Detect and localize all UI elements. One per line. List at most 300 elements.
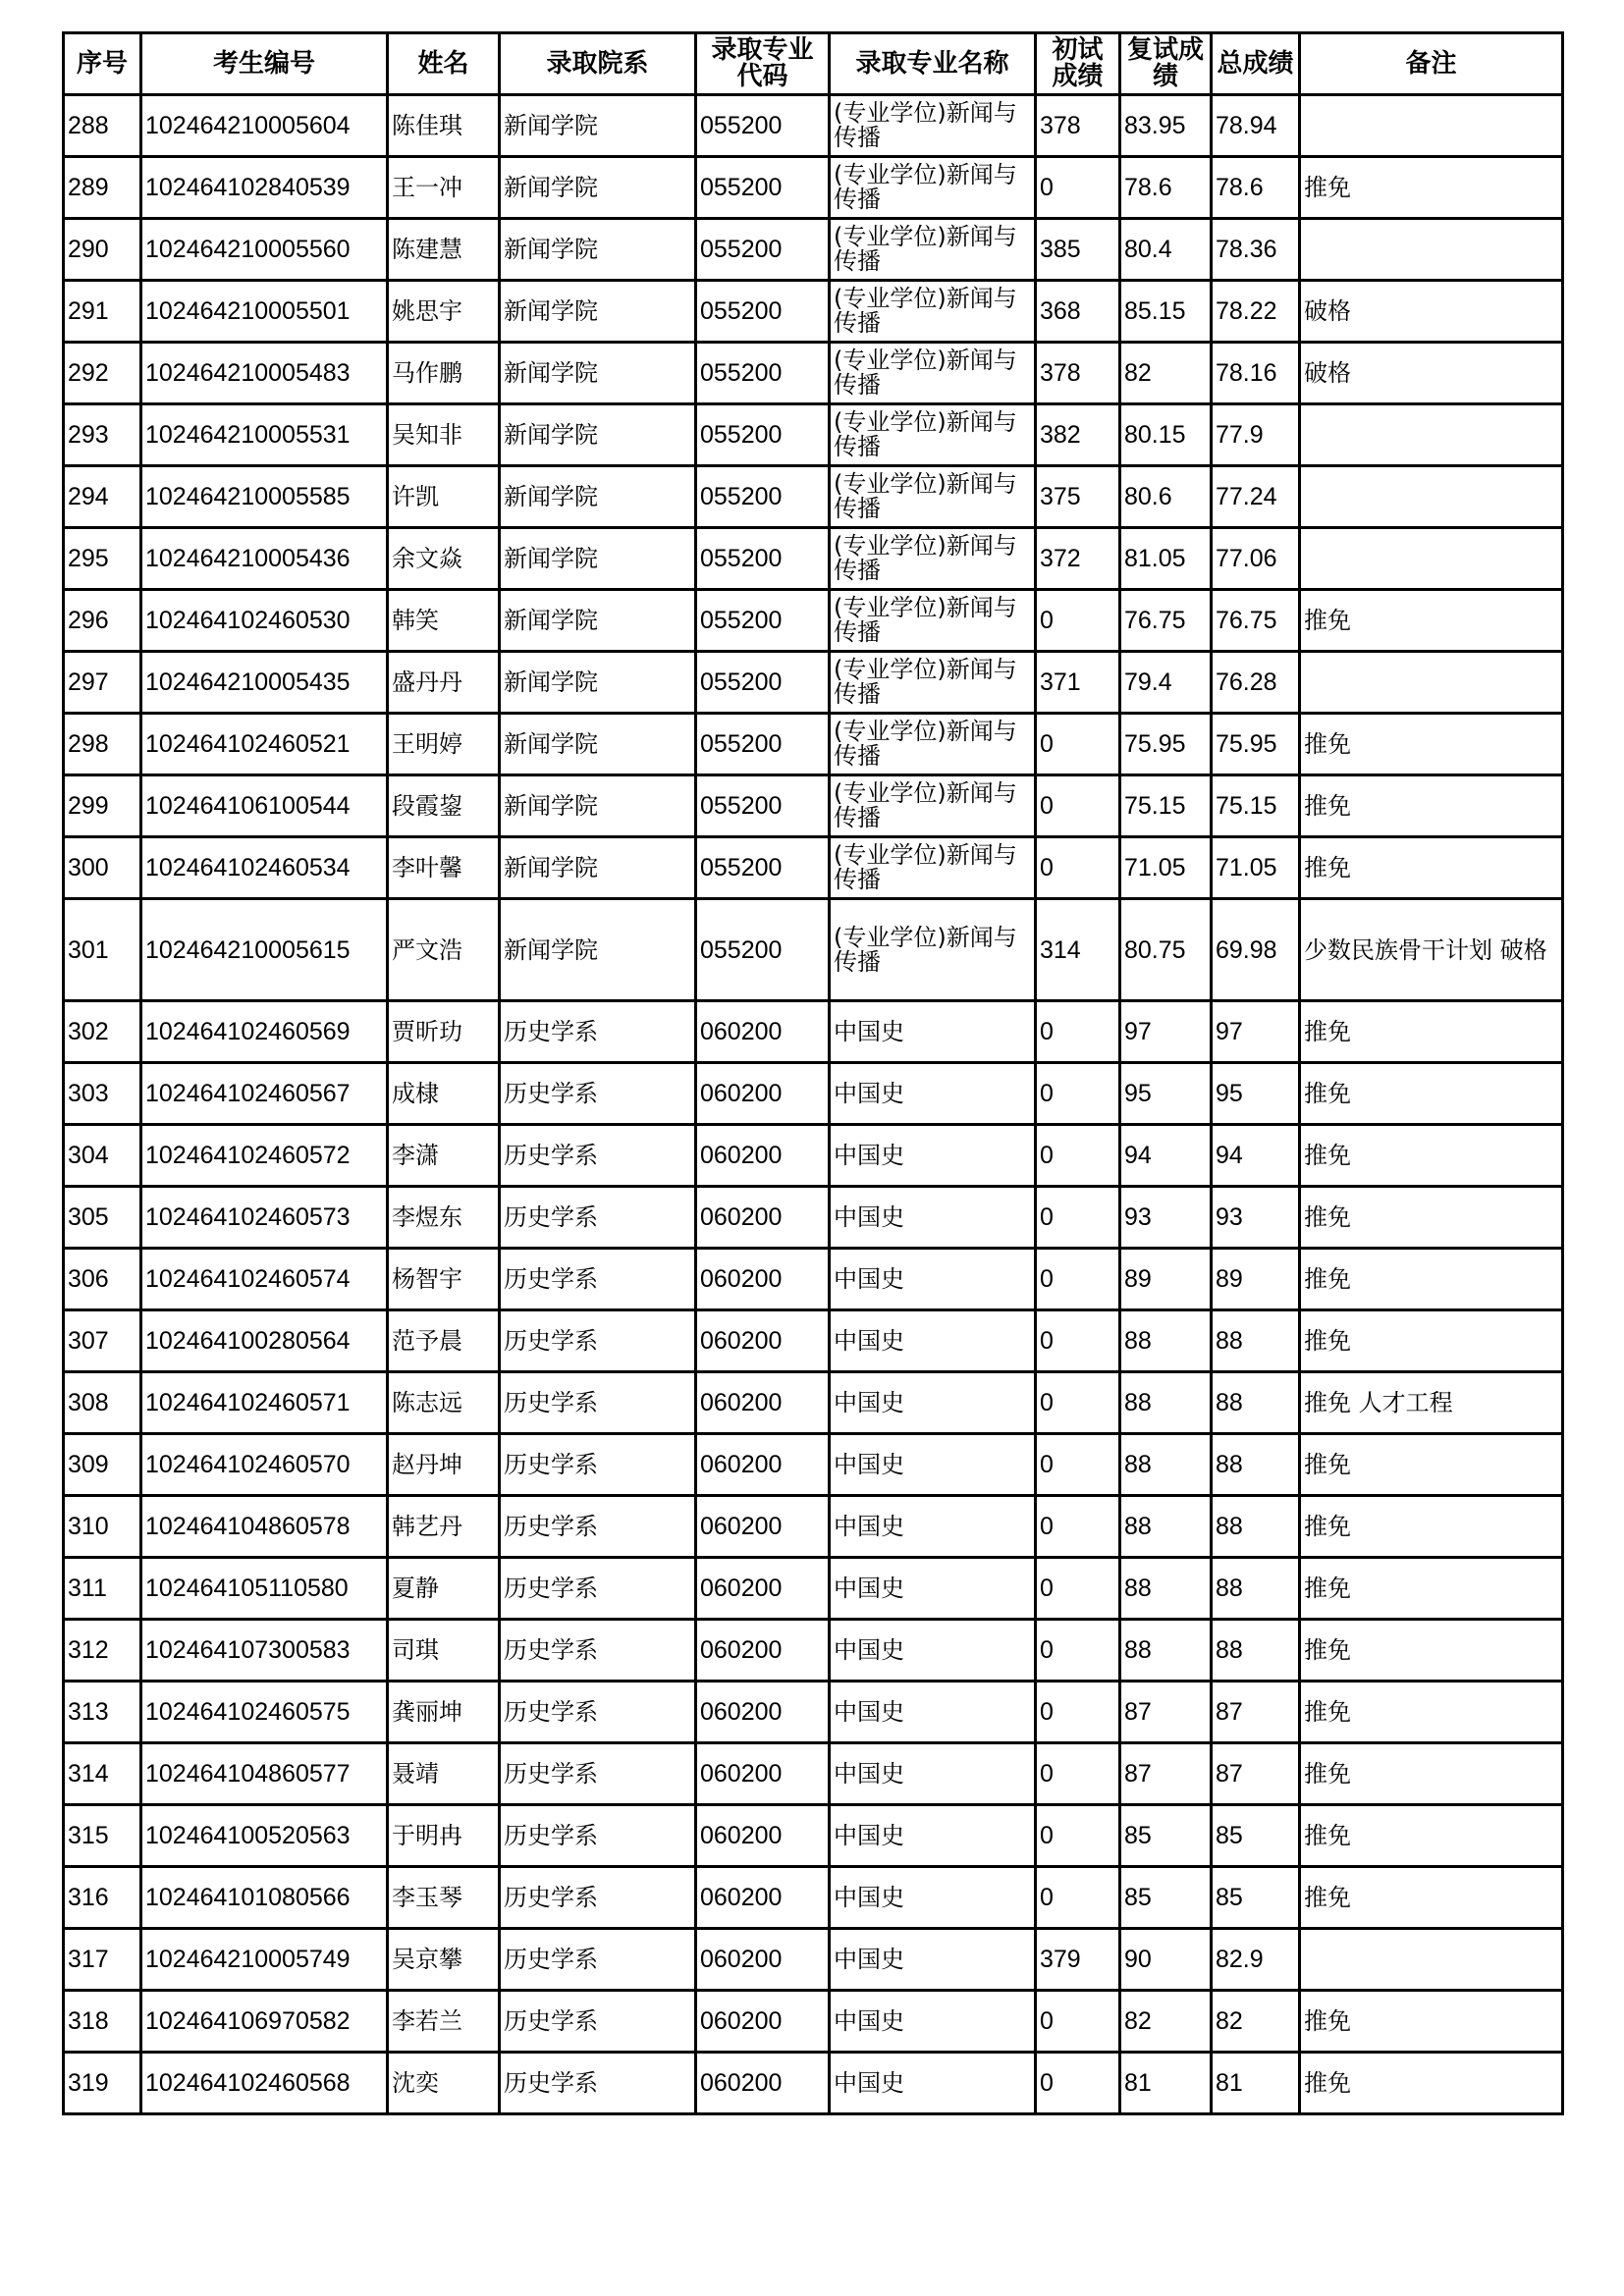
cell-major-name: 中国史 bbox=[830, 1249, 1036, 1310]
cell-name: 范予晨 bbox=[388, 1310, 500, 1372]
cell-serial-no: 299 bbox=[64, 775, 141, 837]
cell-major-name: 中国史 bbox=[830, 1187, 1036, 1249]
cell-retest-score: 85.15 bbox=[1120, 281, 1212, 343]
cell-serial-no: 313 bbox=[64, 1682, 141, 1743]
table-row bbox=[64, 1372, 1563, 1434]
cell-major-name: 中国史 bbox=[830, 1558, 1036, 1620]
cell-total-score: 75.15 bbox=[1212, 775, 1300, 837]
cell-prelim-score: 0 bbox=[1036, 590, 1120, 652]
cell-serial-no: 289 bbox=[64, 157, 141, 219]
cell-candidate-id: 102464102460569 bbox=[141, 1001, 388, 1063]
cell-major-code: 060200 bbox=[696, 1991, 830, 2053]
cell-serial-no: 292 bbox=[64, 343, 141, 404]
cell-name: 余文焱 bbox=[388, 528, 500, 590]
cell-name: 韩艺丹 bbox=[388, 1496, 500, 1558]
table-row bbox=[64, 1249, 1563, 1310]
cell-major-code: 055200 bbox=[696, 219, 830, 281]
cell-major-name: 中国史 bbox=[830, 1991, 1036, 2053]
cell-major-code: 055200 bbox=[696, 652, 830, 714]
table-row bbox=[64, 1867, 1563, 1929]
table-row bbox=[64, 1496, 1563, 1558]
cell-major-name: (专业学位)新闻与传播 bbox=[830, 837, 1036, 899]
cell-major-code: 060200 bbox=[696, 1682, 830, 1743]
cell-total-score: 77.9 bbox=[1212, 404, 1300, 466]
cell-note: 推免 bbox=[1300, 590, 1563, 652]
cell-major-code: 060200 bbox=[696, 1743, 830, 1805]
table-row bbox=[64, 1682, 1563, 1743]
cell-prelim-score: 0 bbox=[1036, 1187, 1120, 1249]
cell-name: 王明婷 bbox=[388, 714, 500, 775]
cell-name: 吴知非 bbox=[388, 404, 500, 466]
cell-prelim-score: 0 bbox=[1036, 1558, 1120, 1620]
header-name: 姓名 bbox=[388, 33, 500, 95]
header-major-code: 录取专业代码 bbox=[696, 33, 830, 95]
cell-prelim-score: 372 bbox=[1036, 528, 1120, 590]
table-row bbox=[64, 219, 1563, 281]
cell-serial-no: 296 bbox=[64, 590, 141, 652]
cell-note: 少数民族骨干计划 破格 bbox=[1300, 899, 1563, 1001]
cell-retest-score: 97 bbox=[1120, 1001, 1212, 1063]
cell-major-code: 055200 bbox=[696, 95, 830, 157]
cell-candidate-id: 102464210005749 bbox=[141, 1929, 388, 1991]
cell-department: 新闻学院 bbox=[500, 343, 696, 404]
cell-total-score: 82 bbox=[1212, 1991, 1300, 2053]
cell-candidate-id: 102464104860577 bbox=[141, 1743, 388, 1805]
cell-note bbox=[1300, 219, 1563, 281]
cell-total-score: 82.9 bbox=[1212, 1929, 1300, 1991]
cell-note: 推免 bbox=[1300, 1310, 1563, 1372]
cell-candidate-id: 102464100520563 bbox=[141, 1805, 388, 1867]
cell-retest-score: 82 bbox=[1120, 1991, 1212, 2053]
cell-major-code: 055200 bbox=[696, 837, 830, 899]
table-row bbox=[64, 1001, 1563, 1063]
cell-serial-no: 305 bbox=[64, 1187, 141, 1249]
table-body bbox=[64, 95, 1563, 2114]
cell-prelim-score: 0 bbox=[1036, 1125, 1120, 1187]
cell-major-name: (专业学位)新闻与传播 bbox=[830, 404, 1036, 466]
cell-name: 赵丹坤 bbox=[388, 1434, 500, 1496]
table-row bbox=[64, 281, 1563, 343]
cell-retest-score: 88 bbox=[1120, 1496, 1212, 1558]
cell-serial-no: 309 bbox=[64, 1434, 141, 1496]
cell-department: 历史学系 bbox=[500, 1249, 696, 1310]
cell-department: 新闻学院 bbox=[500, 590, 696, 652]
cell-total-score: 94 bbox=[1212, 1125, 1300, 1187]
cell-prelim-score: 0 bbox=[1036, 1496, 1120, 1558]
cell-prelim-score: 0 bbox=[1036, 1249, 1120, 1310]
cell-major-code: 060200 bbox=[696, 1001, 830, 1063]
cell-department: 历史学系 bbox=[500, 1310, 696, 1372]
cell-name: 李若兰 bbox=[388, 1991, 500, 2053]
table-row bbox=[64, 1991, 1563, 2053]
cell-candidate-id: 102464101080566 bbox=[141, 1867, 388, 1929]
cell-name: 司琪 bbox=[388, 1620, 500, 1682]
cell-major-code: 055200 bbox=[696, 466, 830, 528]
cell-retest-score: 76.75 bbox=[1120, 590, 1212, 652]
cell-department: 历史学系 bbox=[500, 1434, 696, 1496]
cell-candidate-id: 102464102460521 bbox=[141, 714, 388, 775]
header-retest-score: 复试成绩 bbox=[1120, 33, 1212, 95]
cell-major-code: 060200 bbox=[696, 1929, 830, 1991]
cell-prelim-score: 0 bbox=[1036, 1991, 1120, 2053]
cell-candidate-id: 102464102460568 bbox=[141, 2053, 388, 2114]
cell-major-name: (专业学位)新闻与传播 bbox=[830, 775, 1036, 837]
cell-total-score: 78.22 bbox=[1212, 281, 1300, 343]
cell-note bbox=[1300, 466, 1563, 528]
cell-major-name: (专业学位)新闻与传播 bbox=[830, 528, 1036, 590]
cell-major-code: 060200 bbox=[696, 1558, 830, 1620]
cell-department: 新闻学院 bbox=[500, 281, 696, 343]
cell-candidate-id: 102464210005604 bbox=[141, 95, 388, 157]
cell-department: 历史学系 bbox=[500, 1001, 696, 1063]
cell-serial-no: 319 bbox=[64, 2053, 141, 2114]
cell-prelim-score: 378 bbox=[1036, 343, 1120, 404]
cell-department: 新闻学院 bbox=[500, 899, 696, 1001]
cell-retest-score: 80.4 bbox=[1120, 219, 1212, 281]
cell-department: 新闻学院 bbox=[500, 466, 696, 528]
table-row bbox=[64, 1743, 1563, 1805]
cell-retest-score: 93 bbox=[1120, 1187, 1212, 1249]
cell-candidate-id: 102464210005435 bbox=[141, 652, 388, 714]
cell-major-name: 中国史 bbox=[830, 1001, 1036, 1063]
cell-major-code: 060200 bbox=[696, 1372, 830, 1434]
cell-serial-no: 314 bbox=[64, 1743, 141, 1805]
cell-candidate-id: 102464102460575 bbox=[141, 1682, 388, 1743]
cell-major-name: (专业学位)新闻与传播 bbox=[830, 899, 1036, 1001]
cell-serial-no: 295 bbox=[64, 528, 141, 590]
cell-major-code: 060200 bbox=[696, 1310, 830, 1372]
cell-candidate-id: 102464210005436 bbox=[141, 528, 388, 590]
cell-major-name: 中国史 bbox=[830, 1682, 1036, 1743]
table-row bbox=[64, 837, 1563, 899]
header-row bbox=[64, 33, 1563, 95]
cell-prelim-score: 0 bbox=[1036, 1867, 1120, 1929]
cell-total-score: 78.16 bbox=[1212, 343, 1300, 404]
cell-candidate-id: 102464210005501 bbox=[141, 281, 388, 343]
cell-note: 推免 bbox=[1300, 2053, 1563, 2114]
cell-prelim-score: 378 bbox=[1036, 95, 1120, 157]
cell-prelim-score: 0 bbox=[1036, 1805, 1120, 1867]
cell-serial-no: 316 bbox=[64, 1867, 141, 1929]
cell-retest-score: 81.05 bbox=[1120, 528, 1212, 590]
cell-total-score: 77.06 bbox=[1212, 528, 1300, 590]
cell-total-score: 85 bbox=[1212, 1805, 1300, 1867]
cell-major-name: 中国史 bbox=[830, 1496, 1036, 1558]
header-note: 备注 bbox=[1300, 33, 1563, 95]
cell-name: 段霞鋆 bbox=[388, 775, 500, 837]
cell-candidate-id: 102464106100544 bbox=[141, 775, 388, 837]
table-row bbox=[64, 528, 1563, 590]
header-department: 录取院系 bbox=[500, 33, 696, 95]
table-row bbox=[64, 1063, 1563, 1125]
cell-name: 李潇 bbox=[388, 1125, 500, 1187]
table-row bbox=[64, 466, 1563, 528]
cell-major-name: (专业学位)新闻与传播 bbox=[830, 466, 1036, 528]
cell-serial-no: 303 bbox=[64, 1063, 141, 1125]
cell-note: 推免 bbox=[1300, 1063, 1563, 1125]
cell-candidate-id: 102464102460534 bbox=[141, 837, 388, 899]
header-serial-no: 序号 bbox=[64, 33, 141, 95]
cell-candidate-id: 102464102460530 bbox=[141, 590, 388, 652]
cell-note: 推免 bbox=[1300, 1187, 1563, 1249]
cell-major-code: 060200 bbox=[696, 1620, 830, 1682]
cell-department: 历史学系 bbox=[500, 1929, 696, 1991]
cell-retest-score: 79.4 bbox=[1120, 652, 1212, 714]
table-row bbox=[64, 652, 1563, 714]
table-row bbox=[64, 404, 1563, 466]
cell-candidate-id: 102464100280564 bbox=[141, 1310, 388, 1372]
cell-candidate-id: 102464210005585 bbox=[141, 466, 388, 528]
cell-major-name: (专业学位)新闻与传播 bbox=[830, 343, 1036, 404]
cell-serial-no: 291 bbox=[64, 281, 141, 343]
cell-major-name: (专业学位)新闻与传播 bbox=[830, 281, 1036, 343]
table-row bbox=[64, 1620, 1563, 1682]
cell-major-name: 中国史 bbox=[830, 1805, 1036, 1867]
cell-serial-no: 301 bbox=[64, 899, 141, 1001]
cell-total-score: 76.75 bbox=[1212, 590, 1300, 652]
cell-major-code: 055200 bbox=[696, 590, 830, 652]
cell-note bbox=[1300, 528, 1563, 590]
cell-retest-score: 80.15 bbox=[1120, 404, 1212, 466]
table-row bbox=[64, 95, 1563, 157]
cell-note bbox=[1300, 95, 1563, 157]
cell-serial-no: 293 bbox=[64, 404, 141, 466]
cell-department: 新闻学院 bbox=[500, 714, 696, 775]
cell-serial-no: 294 bbox=[64, 466, 141, 528]
cell-major-name: 中国史 bbox=[830, 1434, 1036, 1496]
cell-serial-no: 298 bbox=[64, 714, 141, 775]
cell-name: 姚思宇 bbox=[388, 281, 500, 343]
cell-candidate-id: 102464102460571 bbox=[141, 1372, 388, 1434]
cell-retest-score: 87 bbox=[1120, 1682, 1212, 1743]
table-row bbox=[64, 157, 1563, 219]
cell-candidate-id: 102464102460567 bbox=[141, 1063, 388, 1125]
cell-retest-score: 88 bbox=[1120, 1620, 1212, 1682]
table-row bbox=[64, 1434, 1563, 1496]
admission-table-container bbox=[62, 31, 1564, 2115]
cell-note: 破格 bbox=[1300, 343, 1563, 404]
cell-name: 盛丹丹 bbox=[388, 652, 500, 714]
cell-department: 历史学系 bbox=[500, 1558, 696, 1620]
cell-serial-no: 304 bbox=[64, 1125, 141, 1187]
table-row bbox=[64, 343, 1563, 404]
cell-prelim-score: 0 bbox=[1036, 1001, 1120, 1063]
cell-note: 推免 bbox=[1300, 837, 1563, 899]
cell-note: 推免 bbox=[1300, 714, 1563, 775]
cell-major-code: 055200 bbox=[696, 775, 830, 837]
cell-serial-no: 297 bbox=[64, 652, 141, 714]
cell-department: 历史学系 bbox=[500, 1991, 696, 2053]
cell-retest-score: 95 bbox=[1120, 1063, 1212, 1125]
cell-department: 新闻学院 bbox=[500, 404, 696, 466]
cell-total-score: 76.28 bbox=[1212, 652, 1300, 714]
cell-note: 推免 bbox=[1300, 1805, 1563, 1867]
cell-candidate-id: 102464102840539 bbox=[141, 157, 388, 219]
table-row bbox=[64, 714, 1563, 775]
cell-retest-score: 78.6 bbox=[1120, 157, 1212, 219]
cell-prelim-score: 0 bbox=[1036, 1434, 1120, 1496]
cell-prelim-score: 0 bbox=[1036, 714, 1120, 775]
cell-retest-score: 89 bbox=[1120, 1249, 1212, 1310]
table-row bbox=[64, 899, 1563, 1001]
cell-name: 贾昕玏 bbox=[388, 1001, 500, 1063]
cell-prelim-score: 0 bbox=[1036, 837, 1120, 899]
cell-prelim-score: 379 bbox=[1036, 1929, 1120, 1991]
cell-retest-score: 90 bbox=[1120, 1929, 1212, 1991]
cell-candidate-id: 102464107300583 bbox=[141, 1620, 388, 1682]
cell-note: 推免 bbox=[1300, 1249, 1563, 1310]
cell-name: 李叶馨 bbox=[388, 837, 500, 899]
cell-department: 新闻学院 bbox=[500, 95, 696, 157]
cell-candidate-id: 102464102460573 bbox=[141, 1187, 388, 1249]
cell-note bbox=[1300, 404, 1563, 466]
cell-total-score: 78.36 bbox=[1212, 219, 1300, 281]
cell-total-score: 69.98 bbox=[1212, 899, 1300, 1001]
cell-prelim-score: 0 bbox=[1036, 1372, 1120, 1434]
cell-total-score: 93 bbox=[1212, 1187, 1300, 1249]
cell-major-name: 中国史 bbox=[830, 2053, 1036, 2114]
cell-retest-score: 94 bbox=[1120, 1125, 1212, 1187]
cell-total-score: 88 bbox=[1212, 1496, 1300, 1558]
cell-major-name: 中国史 bbox=[830, 1743, 1036, 1805]
cell-total-score: 88 bbox=[1212, 1620, 1300, 1682]
cell-name: 吴京攀 bbox=[388, 1929, 500, 1991]
cell-serial-no: 315 bbox=[64, 1805, 141, 1867]
cell-serial-no: 312 bbox=[64, 1620, 141, 1682]
cell-name: 陈志远 bbox=[388, 1372, 500, 1434]
cell-serial-no: 307 bbox=[64, 1310, 141, 1372]
cell-note: 推免 bbox=[1300, 1991, 1563, 2053]
cell-major-code: 060200 bbox=[696, 1249, 830, 1310]
table-row bbox=[64, 775, 1563, 837]
cell-name: 成棣 bbox=[388, 1063, 500, 1125]
cell-department: 历史学系 bbox=[500, 1805, 696, 1867]
cell-prelim-score: 314 bbox=[1036, 899, 1120, 1001]
cell-retest-score: 75.95 bbox=[1120, 714, 1212, 775]
cell-major-code: 055200 bbox=[696, 404, 830, 466]
cell-major-name: 中国史 bbox=[830, 1063, 1036, 1125]
cell-serial-no: 310 bbox=[64, 1496, 141, 1558]
cell-candidate-id: 102464104860578 bbox=[141, 1496, 388, 1558]
cell-major-code: 055200 bbox=[696, 281, 830, 343]
cell-note: 推免 bbox=[1300, 1682, 1563, 1743]
cell-department: 历史学系 bbox=[500, 1682, 696, 1743]
cell-retest-score: 88 bbox=[1120, 1558, 1212, 1620]
table-row bbox=[64, 2053, 1563, 2114]
cell-major-name: 中国史 bbox=[830, 1310, 1036, 1372]
cell-retest-score: 85 bbox=[1120, 1805, 1212, 1867]
cell-department: 历史学系 bbox=[500, 1867, 696, 1929]
cell-note: 推免 bbox=[1300, 1434, 1563, 1496]
cell-major-code: 055200 bbox=[696, 343, 830, 404]
cell-name: 陈建慧 bbox=[388, 219, 500, 281]
cell-candidate-id: 102464210005615 bbox=[141, 899, 388, 1001]
cell-name: 许凯 bbox=[388, 466, 500, 528]
cell-major-code: 060200 bbox=[696, 1063, 830, 1125]
cell-name: 沈奕 bbox=[388, 2053, 500, 2114]
cell-prelim-score: 0 bbox=[1036, 1310, 1120, 1372]
cell-retest-score: 85 bbox=[1120, 1867, 1212, 1929]
cell-serial-no: 308 bbox=[64, 1372, 141, 1434]
cell-retest-score: 87 bbox=[1120, 1743, 1212, 1805]
cell-name: 严文浩 bbox=[388, 899, 500, 1001]
cell-major-code: 055200 bbox=[696, 714, 830, 775]
cell-candidate-id: 102464102460572 bbox=[141, 1125, 388, 1187]
cell-candidate-id: 102464210005531 bbox=[141, 404, 388, 466]
cell-name: 李煜东 bbox=[388, 1187, 500, 1249]
cell-prelim-score: 0 bbox=[1036, 1620, 1120, 1682]
cell-major-name: 中国史 bbox=[830, 1929, 1036, 1991]
cell-prelim-score: 0 bbox=[1036, 775, 1120, 837]
cell-major-code: 060200 bbox=[696, 1805, 830, 1867]
cell-serial-no: 290 bbox=[64, 219, 141, 281]
cell-note: 推免 bbox=[1300, 1125, 1563, 1187]
cell-total-score: 89 bbox=[1212, 1249, 1300, 1310]
cell-department: 历史学系 bbox=[500, 1187, 696, 1249]
cell-candidate-id: 102464102460574 bbox=[141, 1249, 388, 1310]
cell-department: 历史学系 bbox=[500, 1620, 696, 1682]
cell-total-score: 77.24 bbox=[1212, 466, 1300, 528]
cell-department: 历史学系 bbox=[500, 1372, 696, 1434]
cell-name: 杨智宇 bbox=[388, 1249, 500, 1310]
cell-total-score: 78.6 bbox=[1212, 157, 1300, 219]
header-total-score: 总成绩 bbox=[1212, 33, 1300, 95]
cell-name: 马作鹏 bbox=[388, 343, 500, 404]
admission-table bbox=[62, 31, 1564, 2115]
cell-major-name: 中国史 bbox=[830, 1620, 1036, 1682]
cell-serial-no: 317 bbox=[64, 1929, 141, 1991]
cell-candidate-id: 102464105110580 bbox=[141, 1558, 388, 1620]
cell-total-score: 95 bbox=[1212, 1063, 1300, 1125]
cell-department: 新闻学院 bbox=[500, 528, 696, 590]
cell-major-name: (专业学位)新闻与传播 bbox=[830, 95, 1036, 157]
table-row bbox=[64, 1805, 1563, 1867]
header-prelim-score: 初试成绩 bbox=[1036, 33, 1120, 95]
cell-major-name: (专业学位)新闻与传播 bbox=[830, 714, 1036, 775]
cell-name: 于明冉 bbox=[388, 1805, 500, 1867]
table-row bbox=[64, 1187, 1563, 1249]
cell-note: 推免 bbox=[1300, 1558, 1563, 1620]
cell-total-score: 87 bbox=[1212, 1743, 1300, 1805]
table-row bbox=[64, 590, 1563, 652]
cell-department: 新闻学院 bbox=[500, 837, 696, 899]
cell-total-score: 88 bbox=[1212, 1372, 1300, 1434]
cell-note bbox=[1300, 652, 1563, 714]
cell-prelim-score: 0 bbox=[1036, 1063, 1120, 1125]
cell-major-code: 055200 bbox=[696, 528, 830, 590]
cell-department: 新闻学院 bbox=[500, 652, 696, 714]
cell-department: 历史学系 bbox=[500, 2053, 696, 2114]
cell-retest-score: 83.95 bbox=[1120, 95, 1212, 157]
cell-retest-score: 80.6 bbox=[1120, 466, 1212, 528]
cell-candidate-id: 102464102460570 bbox=[141, 1434, 388, 1496]
cell-retest-score: 71.05 bbox=[1120, 837, 1212, 899]
cell-major-name: (专业学位)新闻与传播 bbox=[830, 652, 1036, 714]
cell-retest-score: 88 bbox=[1120, 1310, 1212, 1372]
cell-name: 陈佳琪 bbox=[388, 95, 500, 157]
cell-prelim-score: 385 bbox=[1036, 219, 1120, 281]
cell-candidate-id: 102464106970582 bbox=[141, 1991, 388, 2053]
cell-major-name: 中国史 bbox=[830, 1867, 1036, 1929]
cell-prelim-score: 0 bbox=[1036, 1682, 1120, 1743]
table-row bbox=[64, 1125, 1563, 1187]
cell-major-code: 060200 bbox=[696, 1496, 830, 1558]
cell-note: 推免 bbox=[1300, 1743, 1563, 1805]
cell-prelim-score: 371 bbox=[1036, 652, 1120, 714]
cell-note: 推免 bbox=[1300, 1867, 1563, 1929]
cell-note: 推免 bbox=[1300, 1001, 1563, 1063]
table-row bbox=[64, 1310, 1563, 1372]
